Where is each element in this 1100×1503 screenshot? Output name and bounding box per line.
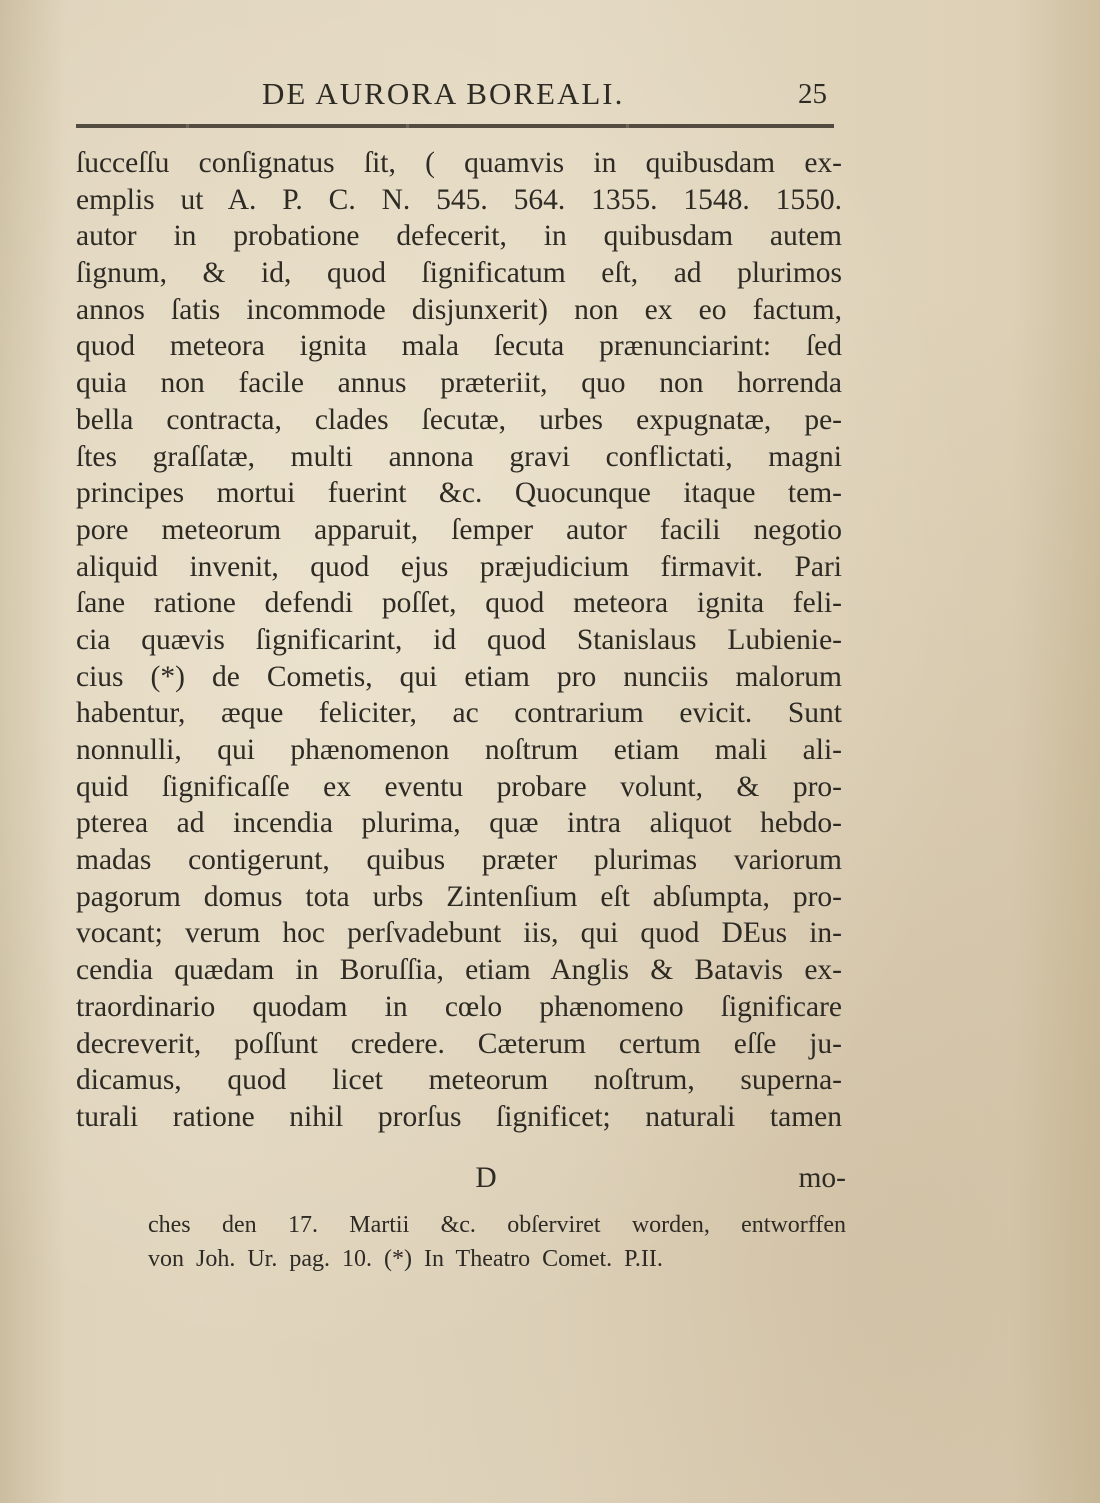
running-title: DE AURORA BOREALI. <box>262 76 625 111</box>
text-line: cia quævis ſignificarint, id quod Stanislaus Lubienie- <box>76 623 842 656</box>
text-line: annos ſatis incommode disjunxerit) non ex eo factum, <box>76 293 842 326</box>
text-line: cius (*) de Cometis, qui etiam pro nunciis malorum <box>76 660 842 693</box>
catchword: mo- <box>798 1162 846 1194</box>
running-head <box>0 76 1100 112</box>
header-rule <box>76 124 834 128</box>
text-line: ſtes graſſatæ, multi annona gravi conflictati, magni <box>76 440 842 473</box>
text-line: quia non facile annus præteriit, quo non horrenda <box>76 367 842 400</box>
footnote-line: von Joh. Ur. pag. 10. (*) In Theatro Comet. P.II. <box>148 1246 663 1272</box>
text-line: dicamus, quod licet meteorum noſtrum, superna- <box>76 1064 842 1097</box>
text-line: traordinario quodam in cœlo phænomeno ſignificare <box>76 990 842 1023</box>
text-line: ſane ratione defendi poſſet, quod meteora ignita feli- <box>76 587 842 620</box>
text-line: habentur, æque feliciter, ac contrarium evicit. Sunt <box>76 697 842 730</box>
text-line: pagorum domus tota urbs Zintenſium eſt abſumpta, pro- <box>76 880 842 913</box>
text-line: turali ratione nihil prorſus ſignificet; naturali tamen <box>76 1100 842 1133</box>
footnote <box>148 1208 846 1276</box>
text-line: nonnulli, qui phænomenon noſtrum etiam mali ali- <box>76 734 842 766</box>
text-line: cendia quædam in Boruſſia, etiam Anglis & Batavis ex- <box>76 954 842 987</box>
text-line: pore meteorum apparuit, ſemper autor facili negotio <box>76 513 842 546</box>
footnote-line: ches den 17. Martii &c. obſerviret worden, entworffen <box>148 1212 846 1238</box>
text-line: autor in probatione defecerit, in quibusdam autem <box>76 220 842 253</box>
text-line: quid ſignificaſſe ex eventu probare volunt, & pro- <box>76 770 842 803</box>
text-line: ſignum, & id, quod ſignificatum eſt, ad plurimos <box>76 257 842 290</box>
text-line: aliquid invenit, quod ejus præjudicium firmavit. Pari <box>76 550 842 583</box>
page-number: 25 <box>798 78 827 110</box>
text-line: decreverit, poſſunt credere. Cæterum certum eſſe ju- <box>76 1027 842 1060</box>
text-line: pterea ad incendia plurima, quæ intra aliquot hebdo- <box>76 807 842 840</box>
text-line: quod meteora ignita mala ſecuta prænunciarint: ſed <box>76 330 842 363</box>
text-line: madas contigerunt, quibus præter plurimas variorum <box>76 844 842 877</box>
text-line: emplis ut A. P. C. N. 545. 564. 1355. 1548. 1550. <box>76 183 842 216</box>
text-line: bella contracta, clades ſecutæ, urbes expugnatæ, pe- <box>76 403 842 436</box>
text-line: principes mortui fuerint &c. Quocunque itaque tem- <box>76 477 842 510</box>
text-line: ſucceſſu conſignatus ſit, ( quamvis in quibusdam ex- <box>76 147 842 179</box>
signature-mark: D <box>475 1162 497 1194</box>
body-text <box>76 145 842 1136</box>
text-line: vocant; verum hoc perſvadebunt iis, qui quod DEus in- <box>76 917 842 950</box>
signature-row <box>76 1162 846 1198</box>
